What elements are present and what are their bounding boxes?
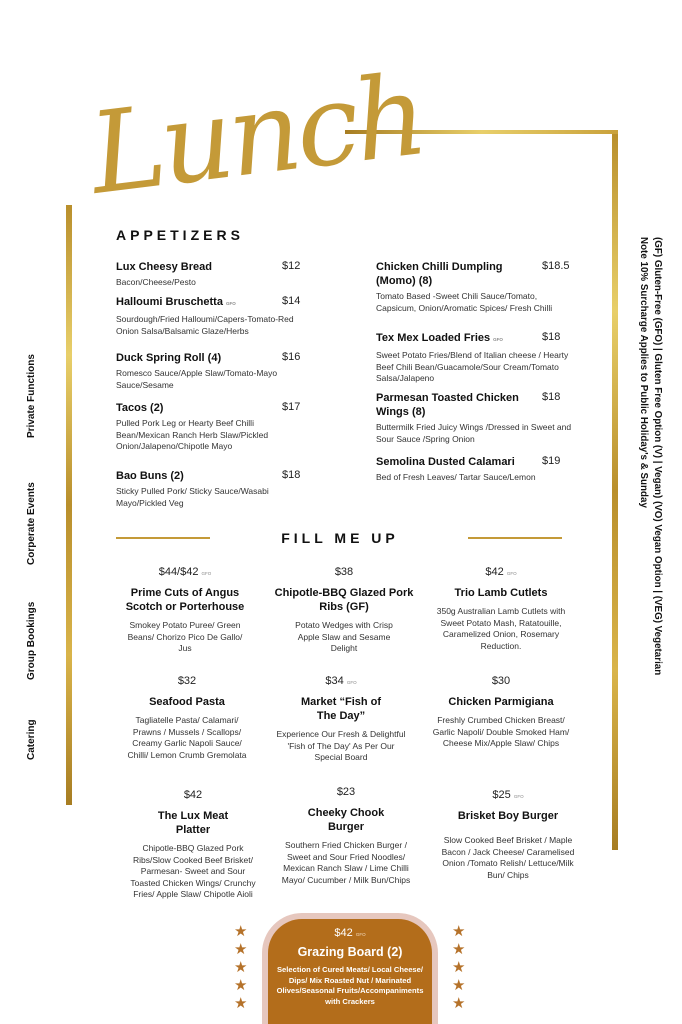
- item-name: Chipotle-BBQ Glazed Pork Ribs (GF): [274, 587, 414, 613]
- grazing-price: $42: [334, 927, 353, 939]
- item-desc: Potato Wedges with Crisp Apple Slaw and Sesame Delight: [295, 620, 393, 653]
- item-name: Chicken Parmigiana: [448, 696, 554, 708]
- menu-item: [116, 469, 302, 509]
- menu-item: [376, 331, 572, 385]
- item-name: Seafood Pasta: [149, 696, 225, 708]
- item-price: $38: [334, 566, 354, 578]
- divider-left: [116, 537, 210, 539]
- menu-item: [278, 786, 414, 886]
- menu-item: [266, 566, 422, 655]
- menu-item: [116, 401, 302, 453]
- item-name: Market “Fish of The Day”: [300, 696, 382, 722]
- gold-frame-right: [612, 132, 618, 850]
- item-desc: Romesco Sauce/Apple Slaw/Tomato-Mayo Sauce/Sesame: [116, 368, 278, 390]
- item-desc: Tagliatelle Pasta/ Calamari/ Prawns / Mussels / Scallops/ Creamy Garlic Napoli Sauce/ Chilli/ Lemon Crumb Gremolata: [127, 715, 247, 760]
- star-icon: ★: [234, 923, 248, 940]
- item-price: $42: [183, 789, 203, 801]
- item-price: $30: [491, 675, 511, 687]
- item-name: Chicken Chilli Dumpling (Momo) (8): [376, 261, 503, 287]
- item-desc: Sourdough/Fried Halloumi/Capers-Tomato-Red Onion Salsa/Balsamic Glaze/Herbs: [116, 314, 294, 336]
- item-name: Trio Lamb Cutlets: [454, 587, 548, 599]
- item-name: Prime Cuts of Angus Scotch or Porterhouse: [125, 587, 245, 613]
- item-desc: Southern Fried Chicken Burger / Sweet and Sour Fried Noodles/ Mexican Ranch Slaw / Lime Chilli Mayo/ Cucumber / Milk Bun/Chips: [281, 840, 411, 885]
- star-icon: ★: [234, 959, 248, 976]
- gfo-tag: GFO: [506, 571, 517, 576]
- star-icon: ★: [234, 995, 248, 1012]
- item-desc: Pulled Pork Leg or Hearty Beef Chilli Bean/Mexican Ranch Herb Slaw/Pickled Onion/Jalapeno/Chipotle Mayo: [116, 418, 269, 451]
- star-icon: ★: [452, 977, 466, 994]
- surcharge-note: Note 10% Surcharge Applies to Public Holiday's & Sunday: [638, 237, 649, 508]
- item-name: Cheeky Chook Burger: [307, 807, 385, 833]
- item-price: $14: [282, 295, 301, 307]
- item-desc: Smokey Potato Puree/ Green Beans/ Chorizo Pico De Gallo/ Jus: [127, 620, 243, 653]
- gfo-tag: GFO: [226, 301, 236, 306]
- item-desc: Freshly Crumbed Chicken Breast/ Garlic Napoli/ Double Smoked Ham/ Cheese Mix/Apple Slaw/ Chips: [432, 715, 570, 748]
- star-icon: ★: [452, 941, 466, 958]
- menu-item: [116, 260, 302, 289]
- star-icon: ★: [452, 923, 466, 940]
- item-price: $44/$42: [158, 566, 199, 578]
- menu-item: [376, 391, 572, 445]
- item-price: $32: [177, 675, 197, 687]
- gfo-tag: GFO: [355, 932, 366, 937]
- item-price: $23: [336, 786, 356, 798]
- item-price: $42: [485, 566, 504, 578]
- appetizers-heading: APPETIZERS: [116, 227, 244, 243]
- item-desc: Bed of Fresh Leaves/ Tartar Sauce/Lemon: [376, 472, 536, 482]
- menu-item: [276, 675, 406, 764]
- grazing-name: Grazing Board (2): [297, 945, 403, 959]
- star-icon: ★: [234, 977, 248, 994]
- item-name: Parmesan Toasted Chicken Wings (8): [376, 392, 519, 418]
- gfo-tag: GFO: [201, 571, 212, 576]
- item-desc: Experience Our Fresh & Delightful 'Fish of The Day' As Per Our Special Board: [276, 729, 406, 762]
- item-name: Tacos (2): [116, 402, 164, 414]
- item-name: Semolina Dusted Calamari: [376, 456, 515, 468]
- item-price: $18: [542, 331, 561, 343]
- menu-item: [434, 789, 582, 881]
- item-desc: Buttermilk Fried Juicy Wings /Dressed in Sweet and Sour Sauce /Spring Onion: [376, 422, 572, 444]
- star-icon: ★: [452, 995, 466, 1012]
- menu-item: [428, 566, 574, 652]
- item-desc: Tomato Based -Sweet Chili Sauce/Tomato, Capsicum, Onion/Aromatic Spices/ Fresh Chilli: [376, 291, 553, 313]
- item-name: Bao Buns (2): [116, 470, 184, 482]
- gfo-tag: GFO: [346, 680, 357, 685]
- side-nav-private-functions[interactable]: Private Functions: [26, 354, 37, 438]
- side-nav-group-bookings[interactable]: Group Bookings: [26, 601, 37, 680]
- star-icon: ★: [234, 941, 248, 958]
- item-name: Duck Spring Roll (4): [116, 352, 222, 364]
- menu-item: [376, 260, 572, 314]
- item-desc: 350g Australian Lamb Cutlets with Sweet Potato Mash, Ratatouille, Caramelized Onion, Rosemary Reduction.: [436, 606, 566, 651]
- item-price: $12: [282, 260, 301, 272]
- item-price: $25: [492, 789, 511, 801]
- dietary-note: [636, 237, 664, 675]
- dietary-legend: (GF) Gluten-Free (GFO) | Gluten Free Option (V) | Vegan) (VO) Vegan Option | (VEG) Vegetarian: [652, 237, 663, 676]
- item-price: $16: [282, 351, 301, 363]
- item-name: Lux Cheesy Bread: [116, 261, 212, 273]
- item-desc: Slow Cooked Beef Brisket / Maple Bacon / Jack Cheese/ Caramelised Onion /Tomato Relish/ Lettuce/Milk Bun/ Chips: [441, 835, 575, 880]
- fill-me-up-heading: FILL ME UP: [281, 530, 399, 546]
- menu-item: [120, 566, 250, 655]
- item-price: $18: [282, 469, 301, 481]
- gfo-tag: GFO: [513, 794, 524, 799]
- item-price: $19: [542, 455, 561, 467]
- grazing-board-card: [262, 913, 438, 1024]
- item-name: Brisket Boy Burger: [457, 810, 559, 822]
- gold-frame-left: [66, 205, 72, 805]
- grazing-desc: Selection of Cured Meats/ Local Cheese/ Dips/ Mix Roasted Nut / Marinated Olives/Seasonal Fruits/Accompaniments with Crackers: [276, 965, 424, 1006]
- page-title: Lunch: [83, 50, 431, 220]
- menu-item: [116, 295, 302, 337]
- side-nav-corperate-events[interactable]: Corperate Events: [26, 482, 37, 565]
- menu-item: [116, 351, 302, 391]
- side-nav-catering[interactable]: Catering: [26, 719, 37, 760]
- menu-item: [128, 789, 258, 901]
- item-desc: Sweet Potato Fries/Blend of Italian cheese / Hearty Beef Chili Bean/Guacamole/Sour Cream/Tomato Salsa/Jalapeno: [376, 350, 569, 383]
- star-icon: ★: [452, 959, 466, 976]
- item-price: $18.5: [542, 260, 570, 272]
- item-desc: Chipotle-BBQ Glazed Pork Ribs/Slow Cooked Beef Brisket/ Parmesan- Sweet and Sour Toasted Chicken Wings/ Crunchy Fries/ Apple Slaw/ Chipotle Aioli: [130, 843, 256, 899]
- item-desc: Sticky Pulled Pork/ Sticky Sauce/Wasabi Mayo/Pickled Veg: [116, 486, 269, 508]
- item-desc: Bacon/Cheese/Pesto: [116, 277, 196, 287]
- item-name: Tex Mex Loaded Fries: [376, 332, 491, 344]
- item-price: $17: [282, 401, 301, 413]
- menu-item: [376, 455, 572, 484]
- item-price: $34: [325, 675, 344, 687]
- gfo-tag: GFO: [493, 337, 503, 342]
- divider-right: [468, 537, 562, 539]
- menu-item: [124, 675, 250, 761]
- menu-item: [430, 675, 572, 750]
- item-price: $18: [542, 391, 561, 403]
- item-name: The Lux Meat Platter: [157, 810, 229, 836]
- item-name: Halloumi Bruschetta: [116, 296, 223, 308]
